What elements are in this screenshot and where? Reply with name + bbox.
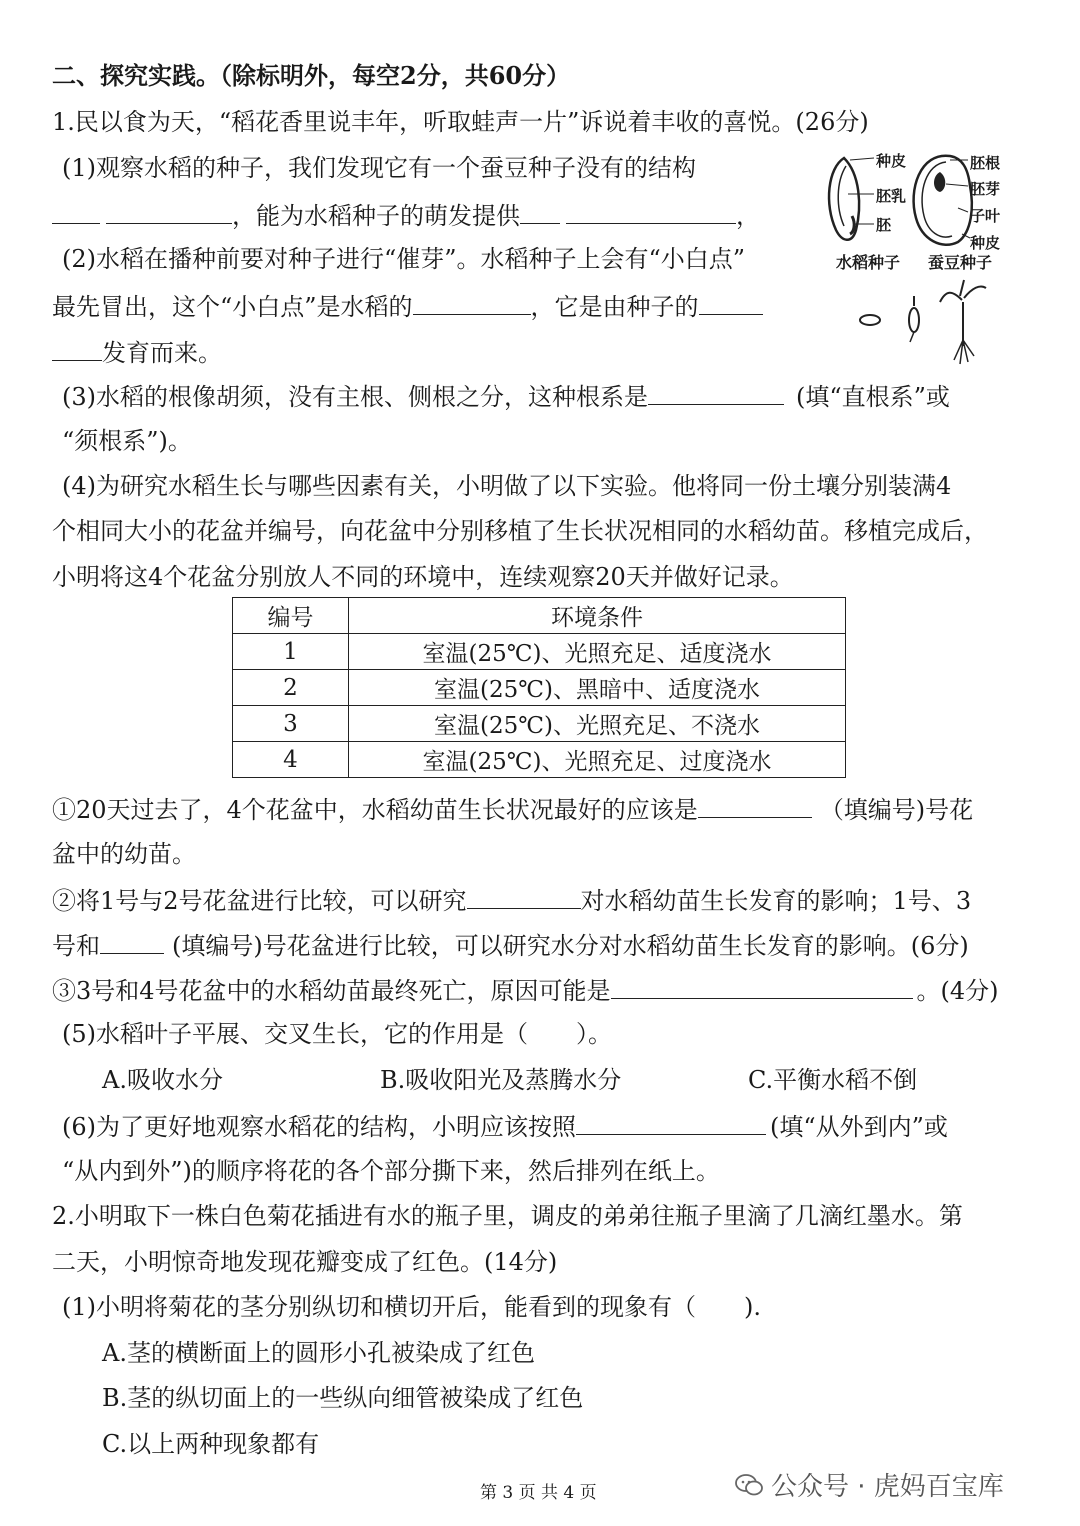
q2-option-a[interactable]: A.茎的横断面上的圆形小孔被染成了红色 [102, 1339, 535, 1367]
q2-p1: (1)小明将菊花的茎分别纵切和横切开后，能看到的现象有（ ). [62, 1293, 761, 1321]
table-cell-condition: 室温(25℃)、光照充足、适度浇水 [349, 634, 846, 670]
table-cell-condition: 室温(25℃)、黑暗中、适度浇水 [349, 670, 846, 706]
bean-label-cotyledon: 子叶 [970, 207, 1001, 225]
germination-diagram [852, 276, 992, 368]
leader-dash [52, 209, 100, 224]
wechat-icon [735, 1473, 763, 1497]
q1-p3-line1 [62, 378, 950, 414]
answer-blank-4b[interactable] [52, 334, 102, 361]
bean-seed-caption: 蚕豆种子 [928, 253, 993, 272]
table-header-id: 编号 [233, 598, 349, 634]
table-cell-id: 4 [233, 742, 349, 778]
rice-label-embryo: 胚 [876, 216, 892, 234]
q1-s3-line [52, 972, 999, 1008]
environment-table [232, 597, 846, 778]
q1-s3-tail: 。(4分) [916, 977, 999, 1005]
q1-p1-line1: (1)观察水稻的种子，我们发现它有一个蚕豆种子没有的结构 [62, 154, 696, 182]
table-row [233, 742, 846, 778]
bean-label-seedcoat: 种皮 [970, 234, 1001, 252]
q1-p5-option-c[interactable]: C.平衡水稻不倒 [748, 1066, 918, 1094]
q1-p6-hint: (填“从外到内”或 [770, 1113, 948, 1141]
q1-p5-option-b[interactable]: B.吸收阳光及蒸腾水分 [380, 1066, 622, 1094]
q1-s1-line2: 盆中的幼苗。 [52, 840, 196, 868]
page-footer: 第 3 页 共 4 页 [480, 1483, 597, 1503]
answer-blank-8[interactable] [100, 927, 164, 954]
q1-p6-line2: “从内到外”)的顺序将花的各个部分撕下来，然后排列在纸上。 [62, 1157, 720, 1185]
answer-blank-4a[interactable] [699, 288, 763, 315]
watermark-text: 公众号 · 虎妈百宝库 [771, 1472, 1004, 1502]
q1-s2-text: ②将1号与2号花盆进行比较，可以研究 [52, 887, 467, 915]
answer-blank-2[interactable] [566, 197, 736, 224]
bean-label-plumule: 胚芽 [970, 180, 1001, 198]
rice-label-endosperm: 胚乳 [876, 187, 907, 205]
q1-p2-line3 [52, 334, 222, 370]
q2-option-c[interactable]: C.以上两种现象都有 [102, 1430, 320, 1458]
q2-option-b[interactable]: B.茎的纵切面上的一些纵向细管被染成了红色 [102, 1384, 584, 1412]
table-cell-condition: 室温(25℃)、光照充足、不浇水 [349, 706, 846, 742]
table-cell-id: 1 [233, 634, 349, 670]
q1-s2-line2 [52, 927, 969, 963]
q1-p6-text: (6)为了更好地观察水稻花的结构，小明应该按照 [62, 1113, 576, 1141]
rice-label-seedcoat: 种皮 [876, 152, 907, 170]
q1-s3-text: ③3号和4号花盆中的水稻幼苗最终死亡，原因可能是 [52, 977, 611, 1005]
q1-p1-comma: ， [736, 202, 760, 230]
q1-p2-text: 最先冒出，这个“小白点”是水稻的 [52, 293, 413, 321]
q1-p3-text: (3)水稻的根像胡须，没有主根、侧根之分，这种根系是 [62, 383, 648, 411]
q1-s2-line1 [52, 882, 971, 918]
table-row [233, 706, 846, 742]
q1-p3-hint: (填“直根系”或 [796, 383, 950, 411]
table-cell-id: 3 [233, 706, 349, 742]
q1-intro: 1.民以食为天，“稻花香里说丰年，听取蛙声一片”诉说着丰收的喜悦。(26分) [52, 108, 869, 136]
q1-s2-text2: 对水稻幼苗生长发育的影响；1号、3 [580, 887, 972, 915]
q1-p3-line2: “须根系”)。 [62, 427, 192, 455]
q1-p2-text3: 发育而来。 [102, 339, 222, 367]
bean-label-radicle: 胚根 [970, 154, 1001, 172]
q1-p1-text: ，能为水稻种子的萌发提供 [232, 202, 520, 230]
q1-p6-line1 [62, 1108, 948, 1144]
table-row [233, 670, 846, 706]
q1-p1-line2 [52, 197, 760, 233]
q1-p5-option-a[interactable]: A.吸收水分 [102, 1066, 223, 1094]
leader-dash [520, 209, 560, 224]
answer-blank-10[interactable] [576, 1108, 766, 1135]
table-header-condition: 环境条件 [349, 598, 846, 634]
answer-blank-9[interactable] [611, 972, 913, 999]
q1-s2-text4: (填编号)号花盆进行比较，可以研究水分对水稻幼苗生长发育的影响。(6分) [172, 932, 969, 960]
q2-intro-line1: 2.小明取下一株白色菊花插进有水的瓶子里，调皮的弟弟往瓶子里滴了几滴红墨水。第 [52, 1202, 963, 1230]
q1-p2-line1: (2)水稻在播种前要对种子进行“催芽”。水稻种子上会有“小白点” [62, 245, 746, 273]
watermark [735, 1466, 1004, 1503]
q1-s2-text3: 号和 [52, 932, 100, 960]
answer-blank-7[interactable] [467, 882, 581, 909]
table-cell-condition: 室温(25℃)、光照充足、过度浇水 [349, 742, 846, 778]
q1-p2-line2 [52, 288, 763, 324]
q1-p5: (5)水稻叶子平展、交叉生长，它的作用是（ ）。 [62, 1020, 612, 1048]
q1-p4-line2: 个相同大小的花盆并编号，向花盆中分别移植了生长状况相同的水稻幼苗。移植完成后， [52, 517, 988, 545]
answer-blank-1[interactable] [106, 197, 232, 224]
section-title: 二、探究实践。（除标明外，每空2分，共60分） [52, 61, 571, 90]
answer-blank-6[interactable] [698, 791, 812, 818]
answer-blank-3[interactable] [413, 288, 531, 315]
q1-s1-line1 [52, 791, 973, 827]
q1-p4-line1: (4)为研究水稻生长与哪些因素有关，小明做了以下实验。他将同一份土壤分别装满4 [62, 472, 952, 500]
q1-s1-hint: （填编号)号花 [819, 796, 974, 824]
table-header-row [233, 598, 846, 634]
table-cell-id: 2 [233, 670, 349, 706]
q1-s1-text: ①20天过去了，4个花盆中，水稻幼苗生长状况最好的应该是 [52, 796, 698, 824]
q1-p4-line3: 小明将这4个花盆分别放人不同的环境中，连续观察20天并做好记录。 [52, 563, 794, 591]
q1-p2-text2: ，它是由种子的 [530, 293, 699, 321]
q2-intro-line2: 二天，小明惊奇地发现花瓣变成了红色。(14分) [52, 1248, 558, 1276]
table-row [233, 634, 846, 670]
rice-seed-caption: 水稻种子 [836, 253, 901, 272]
answer-blank-5[interactable] [648, 378, 784, 405]
